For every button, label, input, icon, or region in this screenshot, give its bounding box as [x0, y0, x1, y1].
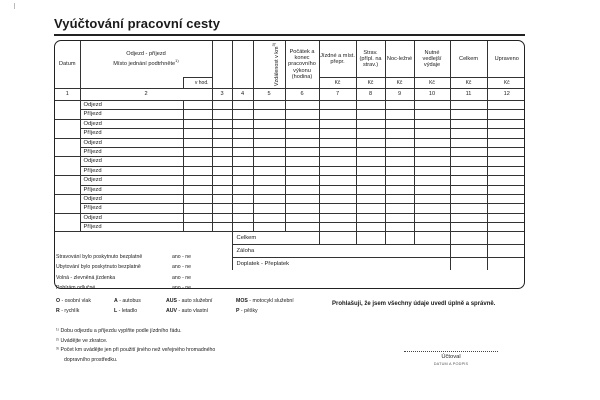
entry-cell[interactable] [232, 204, 253, 213]
entry-cell[interactable] [183, 185, 212, 194]
date-cell[interactable] [55, 157, 80, 176]
crop-mark [14, 3, 15, 9]
entry-cell[interactable] [232, 119, 253, 128]
entry-cell[interactable] [212, 166, 232, 175]
note-label: Ubytování bylo poskytnuto bezplatně [56, 264, 141, 271]
summary-spacer [55, 232, 232, 245]
note-value[interactable]: ano - ne [172, 254, 192, 260]
note-label: Stravování bylo poskytnuto bezplatně [56, 254, 143, 260]
entry-cell[interactable] [285, 176, 319, 185]
note-label: Volná - zlevněná jízdenka [56, 274, 116, 281]
entry-cell[interactable] [385, 194, 414, 203]
summary-cell[interactable] [319, 232, 356, 245]
row-label: Odjezd [80, 138, 183, 147]
kc-unit: Kč [450, 78, 487, 89]
row-label: Příjezd [80, 110, 183, 119]
col-route-sub-blank [80, 78, 183, 89]
row-label: Odjezd [80, 157, 183, 166]
entry-cell[interactable] [232, 157, 253, 166]
date-cell[interactable] [55, 138, 80, 157]
legend-item [56, 296, 91, 306]
entry-cell[interactable] [212, 204, 232, 213]
entry-cell[interactable] [232, 176, 253, 185]
table-row [55, 194, 525, 203]
legend-text: - pěšky [240, 308, 258, 314]
col-distance-sup: 3) [270, 42, 276, 47]
entry-cell[interactable] [356, 223, 385, 232]
entry-cell[interactable] [487, 223, 525, 232]
entry-cell[interactable] [212, 223, 232, 232]
entry-cell[interactable] [450, 157, 487, 166]
column-number: 4 [232, 89, 253, 101]
entry-cell[interactable] [356, 194, 385, 203]
row-label: Příjezd [80, 223, 183, 232]
summary-zaloha-label: Záloha [232, 245, 450, 258]
entry-cell[interactable] [414, 119, 450, 128]
note-label: Pobírám odlučné [56, 284, 96, 291]
note-item [56, 273, 236, 283]
column-number: 11 [450, 89, 487, 101]
kc-unit: Kč [319, 78, 356, 89]
entry-cell[interactable] [450, 185, 487, 194]
entry-cell[interactable] [487, 185, 525, 194]
entry-cell[interactable] [319, 204, 356, 213]
entry-cell[interactable] [183, 194, 212, 203]
entry-cell[interactable] [285, 194, 319, 203]
entry-cell[interactable] [356, 157, 385, 166]
col-total-header: Celkem [450, 41, 487, 78]
row-label: Odjezd [80, 194, 183, 203]
entry-cell[interactable] [285, 185, 319, 194]
note-value[interactable]: ano - ne [172, 284, 192, 291]
date-cell[interactable] [55, 119, 80, 138]
entry-cell[interactable] [450, 194, 487, 203]
entry-cell[interactable] [285, 166, 319, 175]
entry-cell[interactable] [356, 204, 385, 213]
legend-key: MOS [236, 298, 248, 304]
entry-cell[interactable] [183, 110, 212, 119]
entry-cell[interactable] [414, 110, 450, 119]
entry-cell[interactable] [253, 223, 285, 232]
entry-cell[interactable] [385, 119, 414, 128]
entry-cell[interactable] [319, 185, 356, 194]
footnote: dopravního prostředku. [64, 356, 118, 363]
entry-cell[interactable] [385, 138, 414, 147]
entry-cell[interactable] [487, 213, 525, 222]
col-other-header: Nutné vedlejší výdaje [414, 41, 450, 78]
summary-cell[interactable] [487, 245, 525, 258]
legend-item [114, 306, 137, 316]
entry-cell[interactable] [285, 110, 319, 119]
entry-cell[interactable] [232, 138, 253, 147]
date-cell[interactable] [55, 176, 80, 195]
row-label: Příjezd [80, 185, 183, 194]
note-item [56, 262, 236, 272]
legend-key: L [114, 308, 118, 314]
column-number: 1 [55, 89, 80, 101]
legend-key: O [56, 298, 61, 304]
row-label: Odjezd [80, 101, 183, 110]
entry-cell[interactable] [356, 185, 385, 194]
entry-cell[interactable] [285, 213, 319, 222]
entry-cell[interactable] [356, 147, 385, 156]
entry-cell[interactable] [285, 138, 319, 147]
legend-text: - letadlo [118, 308, 138, 314]
summary-celkem-label: Celkem [232, 232, 319, 245]
col-route-header [80, 41, 212, 78]
entry-cell[interactable] [212, 110, 232, 119]
table-row [55, 129, 525, 138]
kc-unit: Kč [487, 78, 525, 89]
legend-text: - rychlík [61, 308, 80, 314]
entry-cell[interactable] [253, 194, 285, 203]
entry-cell[interactable] [183, 157, 212, 166]
entry-cell[interactable] [450, 213, 487, 222]
entry-cell[interactable] [450, 138, 487, 147]
note-value[interactable]: ano - ne [172, 274, 192, 281]
entry-cell[interactable] [319, 138, 356, 147]
title-rule [54, 34, 525, 36]
column-number: 2 [80, 89, 212, 101]
table-row [55, 185, 525, 194]
entry-cell[interactable] [450, 129, 487, 138]
entry-cell[interactable] [232, 129, 253, 138]
entry-cell[interactable] [487, 157, 525, 166]
entry-cell[interactable] [212, 147, 232, 156]
footnote: ²⁾ Uvádějte ve zkratce. [56, 337, 108, 344]
entry-cell[interactable] [232, 101, 253, 110]
entry-cell[interactable] [450, 176, 487, 185]
entry-cell[interactable] [253, 157, 285, 166]
entry-cell[interactable] [253, 185, 285, 194]
entry-rows [55, 101, 525, 232]
legend-text: - auto vlastní [178, 308, 209, 314]
entry-cell[interactable] [385, 157, 414, 166]
entry-cell[interactable] [356, 119, 385, 128]
summary-cell[interactable] [487, 258, 525, 271]
column-number: 12 [487, 89, 525, 101]
row-label: Odjezd [80, 213, 183, 222]
entry-cell[interactable] [232, 166, 253, 175]
entry-cell[interactable] [253, 213, 285, 222]
entry-cell[interactable] [414, 138, 450, 147]
entry-cell[interactable] [285, 129, 319, 138]
table-row [55, 166, 525, 175]
entry-cell[interactable] [450, 223, 487, 232]
legend-key: R [56, 308, 60, 314]
entry-cell[interactable] [385, 101, 414, 110]
kc-unit: Kč [356, 78, 385, 89]
entry-cell[interactable] [356, 213, 385, 222]
entry-cell[interactable] [450, 147, 487, 156]
entry-cell[interactable] [319, 157, 356, 166]
entry-cell[interactable] [285, 147, 319, 156]
entry-cell[interactable] [356, 176, 385, 185]
row-label: Odjezd [80, 119, 183, 128]
table-row [55, 138, 525, 147]
entry-cell[interactable] [356, 166, 385, 175]
col-adjusted-header: Upraveno [487, 41, 525, 78]
legend-item [56, 306, 79, 316]
legend-text: - autobus [119, 298, 141, 304]
entry-cell[interactable] [385, 213, 414, 222]
legend-key: AUV [166, 308, 177, 314]
entry-cell[interactable] [319, 147, 356, 156]
col-blank-header [232, 41, 253, 89]
entry-cell[interactable] [414, 101, 450, 110]
legend-item [236, 296, 294, 306]
entry-cell[interactable] [183, 223, 212, 232]
legend-text: - motocykl služební [249, 298, 294, 304]
column-number: 3 [212, 89, 232, 101]
entry-cell[interactable] [356, 129, 385, 138]
entry-cell[interactable] [183, 147, 212, 156]
col-route-sup: 1) [175, 57, 179, 63]
entry-cell[interactable] [253, 166, 285, 175]
entry-cell[interactable] [212, 194, 232, 203]
entry-cell[interactable] [183, 101, 212, 110]
entry-cell[interactable] [212, 213, 232, 222]
entry-cell[interactable] [450, 110, 487, 119]
entry-cell[interactable] [183, 129, 212, 138]
entry-cell[interactable] [414, 147, 450, 156]
entry-cell[interactable] [356, 101, 385, 110]
summary-cell[interactable] [385, 232, 414, 245]
legend-key: P [236, 308, 240, 314]
column-number: 6 [285, 89, 319, 101]
entry-cell[interactable] [414, 166, 450, 175]
entry-cell[interactable] [356, 110, 385, 119]
entry-cell[interactable] [319, 166, 356, 175]
col-route-line1: Odjezd - příjezd [126, 51, 166, 58]
entry-cell[interactable] [487, 110, 525, 119]
entry-cell[interactable] [232, 213, 253, 222]
legend-text: - osobní vlak [61, 298, 91, 304]
entry-cell[interactable] [253, 101, 285, 110]
date-cell[interactable] [55, 213, 80, 232]
entry-cell[interactable] [253, 204, 285, 213]
entry-cell[interactable] [356, 138, 385, 147]
entry-cell[interactable] [232, 110, 253, 119]
summary-cell[interactable] [450, 232, 487, 245]
entry-cell[interactable] [319, 129, 356, 138]
col-distance-label: Vzdálenost v km [273, 46, 280, 87]
entry-cell[interactable] [414, 223, 450, 232]
col-datum-header: Datum [55, 41, 80, 89]
entry-cell[interactable] [183, 213, 212, 222]
entry-cell[interactable] [487, 204, 525, 213]
entry-cell[interactable] [385, 147, 414, 156]
entry-cell[interactable] [183, 138, 212, 147]
entry-cell[interactable] [253, 119, 285, 128]
entry-cell[interactable] [385, 204, 414, 213]
declaration-text: Prohlašuji, že jsem všechny údaje uvedl úplně a správně. [332, 301, 496, 307]
summary-cell[interactable] [450, 245, 487, 258]
table-row [55, 204, 525, 213]
form-title: Vyúčtování pracovní cesty [54, 16, 221, 31]
date-cell[interactable] [55, 194, 80, 213]
summary-cell[interactable] [450, 258, 487, 271]
entry-cell[interactable] [487, 147, 525, 156]
entry-cell[interactable] [212, 157, 232, 166]
table-row [55, 157, 525, 166]
entry-cell[interactable] [414, 194, 450, 203]
entry-cell[interactable] [487, 129, 525, 138]
free-provision-notes [56, 252, 236, 293]
entry-cell[interactable] [232, 185, 253, 194]
kc-unit: Kč [385, 78, 414, 89]
legend-text: - auto služební [178, 298, 213, 304]
column-number: 9 [385, 89, 414, 101]
column-number: 7 [319, 89, 356, 101]
entry-cell[interactable] [183, 119, 212, 128]
entry-cell[interactable] [414, 176, 450, 185]
entry-cell[interactable] [450, 101, 487, 110]
entry-cell[interactable] [212, 129, 232, 138]
signature-label: Účtoval [441, 354, 461, 360]
table-row [55, 119, 525, 128]
col-strav-header: Strav. (přípl. na strav.) [356, 41, 385, 78]
table-row [55, 147, 525, 156]
legend-key: A [114, 298, 118, 304]
entry-cell[interactable] [487, 119, 525, 128]
entry-cell[interactable] [183, 166, 212, 175]
entry-cell[interactable] [253, 176, 285, 185]
col-route-line2: Místo jednání podtrhněte [113, 60, 176, 67]
entry-cell[interactable] [319, 194, 356, 203]
row-label: Příjezd [80, 204, 183, 213]
summary-cell[interactable] [356, 232, 385, 245]
footnotes [56, 327, 256, 365]
col-vhod-header: v hod. [183, 78, 212, 89]
note-value[interactable]: ano - ne [172, 264, 192, 271]
entry-cell[interactable] [450, 204, 487, 213]
legend-key: AUS [166, 298, 177, 304]
entry-cell[interactable] [487, 194, 525, 203]
entry-cell[interactable] [212, 101, 232, 110]
row-label: Příjezd [80, 166, 183, 175]
col-transport-header [212, 41, 232, 89]
entry-cell[interactable] [183, 176, 212, 185]
table-row [55, 101, 525, 110]
kc-unit: Kč [414, 78, 450, 89]
entry-cell[interactable] [285, 157, 319, 166]
entry-cell[interactable] [319, 119, 356, 128]
entry-cell[interactable] [319, 101, 356, 110]
entry-cell[interactable] [232, 223, 253, 232]
entry-cell[interactable] [232, 147, 253, 156]
col-distance-header [253, 41, 285, 89]
footnote: ¹⁾ Dobu odjezdu a příjezdu vyplňte podle jízdního řádu. [56, 328, 182, 334]
entry-cell[interactable] [385, 166, 414, 175]
entry-cell[interactable] [183, 204, 212, 213]
table-row [55, 176, 525, 185]
entry-cell[interactable] [319, 213, 356, 222]
row-label: Příjezd [80, 147, 183, 156]
entry-cell[interactable] [212, 138, 232, 147]
expense-table [55, 41, 525, 270]
entry-cell[interactable] [385, 176, 414, 185]
note-item [56, 283, 236, 293]
entry-cell[interactable] [385, 110, 414, 119]
entry-cell[interactable] [414, 157, 450, 166]
entry-cell[interactable] [285, 119, 319, 128]
summary-doplatek-label: Doplatek - Přeplatek [232, 258, 450, 271]
entry-cell[interactable] [319, 176, 356, 185]
entry-cell[interactable] [253, 138, 285, 147]
entry-cell[interactable] [450, 166, 487, 175]
legend-item [166, 296, 212, 306]
entry-cell[interactable] [212, 176, 232, 185]
note-item [56, 252, 236, 262]
entry-cell[interactable] [253, 129, 285, 138]
entry-cell[interactable] [319, 223, 356, 232]
row-label: Příjezd [80, 129, 183, 138]
entry-cell[interactable] [385, 129, 414, 138]
table-row [55, 223, 525, 232]
entry-cell[interactable] [414, 185, 450, 194]
entry-cell[interactable] [487, 138, 525, 147]
footnote: ³⁾ Počet km uvádějte jen při použití jiného než veřejného hromadného [56, 347, 216, 354]
entry-cell[interactable] [385, 223, 414, 232]
entry-cell[interactable] [487, 101, 525, 110]
entry-cell[interactable] [414, 204, 450, 213]
entry-cell[interactable] [285, 223, 319, 232]
entry-cell[interactable] [385, 185, 414, 194]
table-row [55, 213, 525, 222]
entry-cell[interactable] [319, 110, 356, 119]
row-label: Odjezd [80, 176, 183, 185]
entry-cell[interactable] [414, 129, 450, 138]
entry-cell[interactable] [450, 119, 487, 128]
entry-cell[interactable] [487, 176, 525, 185]
column-number: 5 [253, 89, 285, 101]
entry-cell[interactable] [487, 166, 525, 175]
col-lodging-header: Noc-ležné [385, 41, 414, 78]
col-meal-header: Jízdné a míst. přepr. [319, 41, 356, 78]
entry-cell[interactable] [285, 101, 319, 110]
column-number-row [55, 89, 525, 101]
legend-item [166, 306, 208, 316]
signature-sublabel: DATUM A PODPIS [433, 362, 469, 366]
summary-cell[interactable] [414, 232, 450, 245]
column-number: 8 [356, 89, 385, 101]
table-row [55, 110, 525, 119]
date-cell[interactable] [55, 101, 80, 120]
entry-cell[interactable] [212, 119, 232, 128]
entry-cell[interactable] [285, 204, 319, 213]
entry-cell[interactable] [232, 194, 253, 203]
summary-cell[interactable] [487, 232, 525, 245]
entry-cell[interactable] [414, 213, 450, 222]
column-number: 10 [414, 89, 450, 101]
entry-cell[interactable] [212, 185, 232, 194]
col-start-header: Počátek a konec pracovního výkonu (hodina) [285, 41, 319, 89]
signature-line[interactable] [404, 351, 498, 352]
legend-item [236, 306, 258, 316]
entry-cell[interactable] [253, 147, 285, 156]
entry-cell[interactable] [253, 110, 285, 119]
legend-item [114, 296, 141, 306]
